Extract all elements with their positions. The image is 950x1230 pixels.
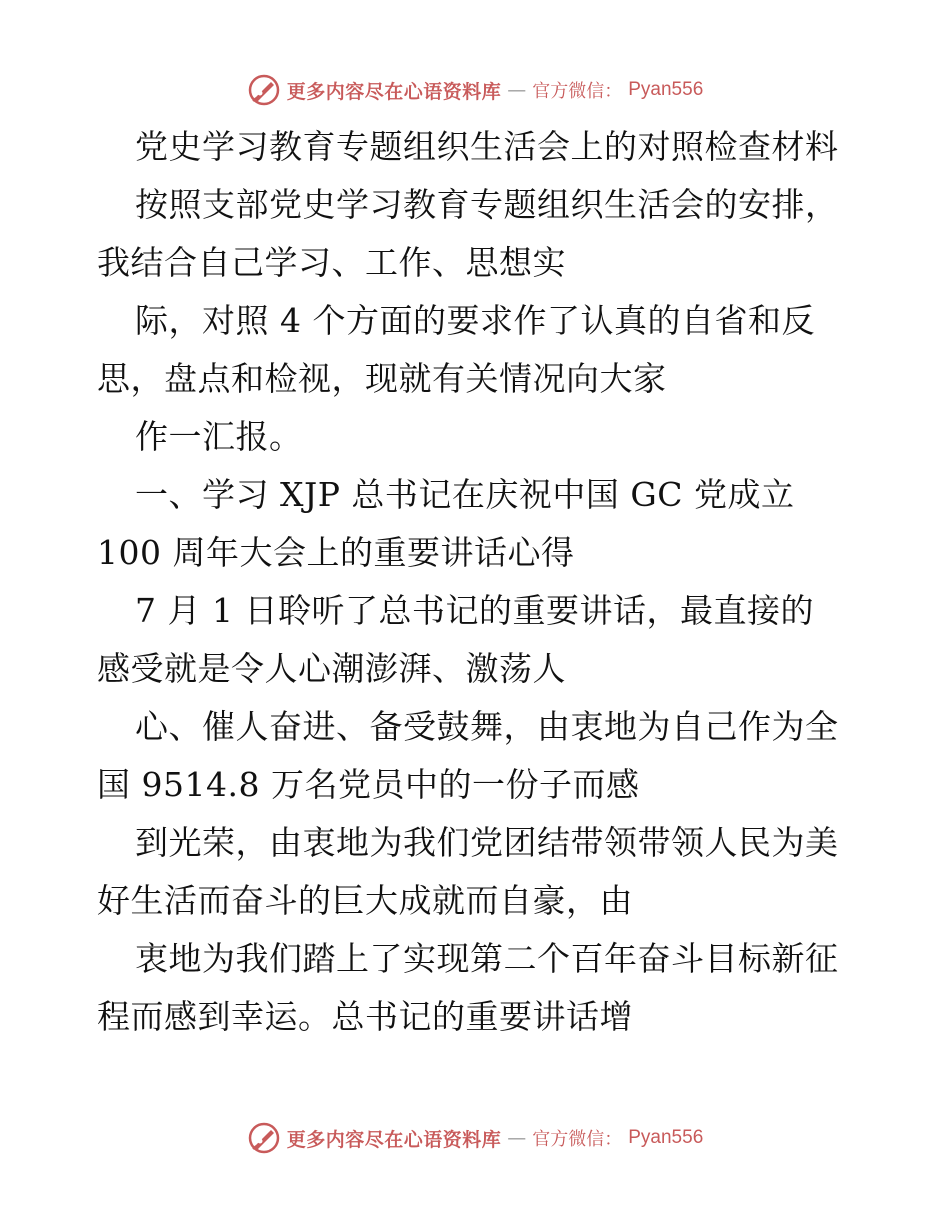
paragraph-line: 7 月 1 日聆听了总书记的重要讲话，最直接的	[135, 591, 814, 630]
paragraph-line: 100 周年大会上的重要讲话心得	[97, 533, 575, 572]
header-watermark	[0, 72, 950, 108]
paragraph-line: 按照支部党史学习教育专题组织生活会的安排，	[135, 185, 839, 224]
watermark-wechat-label: 官方微信：	[532, 1129, 623, 1150]
paragraph-line: 思，盘点和检视，现就有关情况向大家	[97, 359, 667, 398]
pen-logo-icon	[247, 73, 281, 107]
document-body	[97, 118, 857, 1046]
paragraph-line: 到光荣，由衷地为我们党团结带领带领人民为美	[135, 823, 839, 862]
paragraph-line: 感受就是令人心潮澎湃、激荡人	[97, 649, 566, 688]
paragraph-line: 衷地为我们踏上了实现第二个百年奋斗目标新征	[135, 939, 839, 978]
watermark-separator: —	[507, 1127, 527, 1149]
watermark-wechat-id: Pyan556	[628, 79, 704, 100]
paragraph-line: 国 9514.8 万名党员中的一份子而感	[97, 765, 640, 804]
footer-watermark	[0, 1120, 950, 1156]
watermark-site-text: 更多内容尽在心语资料库	[286, 80, 502, 103]
paragraph-line: 好生活而奋斗的巨大成就而自豪，由	[97, 881, 633, 920]
paragraph-line: 作一汇报。	[135, 417, 303, 456]
pen-logo-icon	[247, 1121, 281, 1155]
paragraph-line: 程而感到幸运。总书记的重要讲话增	[97, 997, 633, 1036]
watermark-site-text: 更多内容尽在心语资料库	[286, 1128, 502, 1151]
watermark-wechat-id: Pyan556	[628, 1127, 704, 1148]
document-title: 党史学习教育专题组织生活会上的对照检查材料	[135, 127, 839, 166]
paragraph-line: 际，对照 4 个方面的要求作了认真的自省和反	[135, 301, 815, 340]
paragraph-line: 一、学习 XJP 总书记在庆祝中国 GC 党成立	[135, 475, 795, 514]
paragraph-line: 我结合自己学习、工作、思想实	[97, 243, 566, 282]
watermark-wechat-label: 官方微信：	[532, 81, 623, 102]
paragraph-line: 心、催人奋进、备受鼓舞，由衷地为自己作为全	[135, 707, 839, 746]
watermark-separator: —	[507, 79, 527, 101]
